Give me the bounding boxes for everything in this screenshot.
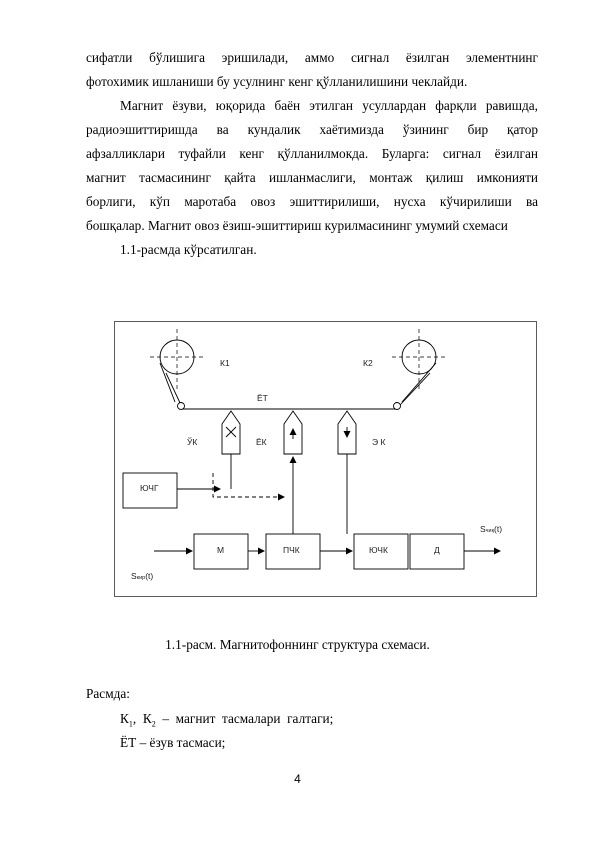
- paragraph-2-line-2: радиоэшиттиришда ва кундалик хаётимизда ўзининг бир қатор: [86, 122, 538, 137]
- guide-roller-right: [394, 403, 401, 410]
- paragraph-2-line-5: борлиги, кўп маротаба овоз эшиттирилиши, нусха кўчирилиши ва: [86, 194, 538, 209]
- playback-head: [338, 411, 356, 454]
- label-yuchk: ЮЧК: [369, 545, 388, 555]
- paragraph-1: [86, 46, 538, 94]
- label-k2: К2: [363, 358, 373, 368]
- label-ek: ЁК: [256, 437, 267, 447]
- label-pchk: ПЧК: [283, 545, 300, 555]
- label-d: Д: [434, 545, 440, 555]
- paragraph-2-line-1: Магнит ёзуви, юқорида баён этилган усуллардан фарқли равишда,: [120, 98, 538, 113]
- diagram-frame: [115, 322, 537, 597]
- record-head: [284, 411, 302, 454]
- paragraph-1-line-1: сифатли бўлишига эришилади, аммо сигнал ёзилган элементнинг: [86, 50, 538, 65]
- paragraph-2-line-7: 1.1-расмда кўрсатилган.: [120, 242, 257, 257]
- paragraph-2-line-6: бошқалар. Магнит овоз ёзиш-эшиттириш курилмасининг умумий схемаси: [86, 218, 508, 233]
- reel-k2: [392, 329, 446, 391]
- paragraph-1-line-2: фотохимик ишланиши бу усулнинг кенг қўлланилишини чеклайди.: [86, 74, 468, 89]
- label-ek2: Э К: [372, 437, 386, 447]
- erase-head: [222, 411, 240, 454]
- legend-item-reels: $К_1$, $К_2$ – магнит тасмалари галтаги;: [120, 711, 334, 729]
- connections: [154, 454, 503, 551]
- legend-title: Расмда:: [86, 686, 130, 701]
- tape-path: [160, 363, 436, 409]
- label-s-in: Sкир(t): [131, 571, 154, 581]
- legend-item-tape: ЁТ – ёзув тасмаси;: [120, 735, 226, 750]
- label-yk: ЎК: [187, 437, 198, 447]
- reel-k1: [150, 329, 204, 391]
- label-m: М: [217, 545, 225, 555]
- page-number: 4: [294, 772, 301, 786]
- tape-recorder-diagram: [114, 321, 537, 597]
- guide-roller-left: [178, 403, 185, 410]
- paragraph-2-line-4: магнит тасмасининг қайта ишланмаслиги, монтаж қилиш имконияти: [86, 170, 538, 185]
- label-s-out: Sчиқ(t): [480, 524, 503, 534]
- label-k1: К1: [220, 358, 230, 368]
- label-yuchg: ЮЧГ: [140, 483, 159, 493]
- paragraph-2-line-3: афзалликлари туфайли кенг қўлланилмокда. Буларга: сигнал ёзилган: [86, 146, 538, 161]
- label-et: ЁТ: [257, 393, 268, 403]
- figure-caption: 1.1-расм. Магнитофоннинг структура схемаси.: [165, 637, 430, 652]
- paragraph-2: [86, 94, 538, 262]
